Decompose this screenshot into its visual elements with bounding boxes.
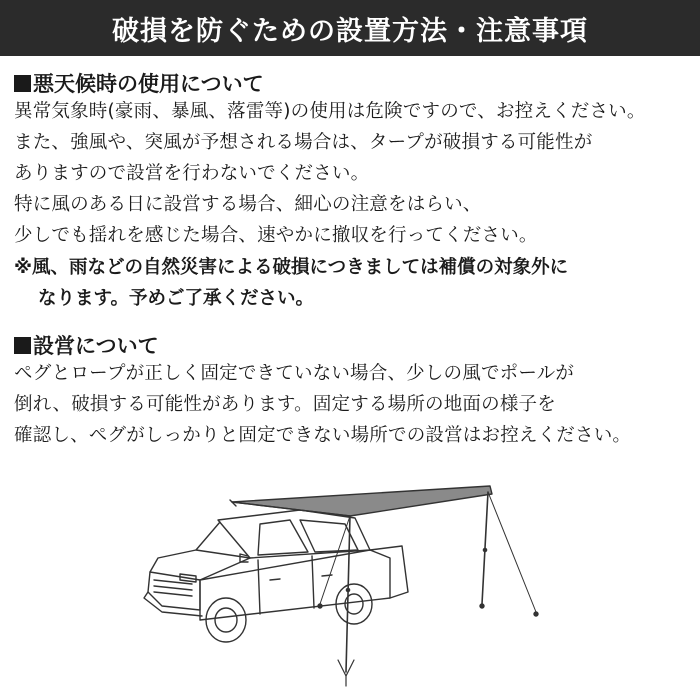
peg-icon (480, 604, 484, 608)
pickup-truck-icon (144, 510, 408, 642)
peg-icon (318, 604, 322, 608)
paragraph-line: ペグとロープが正しく固定できていない場合、少しの風でポールが (14, 363, 575, 384)
compensation-note (14, 252, 694, 314)
weather-section-paragraph (14, 96, 690, 251)
awning-canopy (230, 486, 492, 516)
black-square-icon (14, 75, 31, 92)
paragraph-line: ありますので設営を行わないでください。 (14, 163, 370, 184)
paragraph-line: 特に風のある日に設営する場合、細心の注意をはらい、 (14, 194, 482, 215)
note-line: なります。予めご了承ください。 (38, 288, 315, 309)
paragraph-line: 確認し、ペグがしっかりと固定できない場所での設営はお控えください。 (14, 425, 632, 446)
paragraph-line: また、強風や、突風が予想される場合は、タープが破損する可能性が (14, 132, 593, 153)
header-banner (0, 0, 700, 56)
black-square-icon (14, 337, 31, 354)
paragraph-line: 少しでも揺れを感じた場合、速やかに撤収を行ってください。 (14, 225, 538, 246)
setup-section-paragraph (14, 358, 690, 451)
weather-section-heading (14, 68, 264, 98)
setup-section-heading (14, 330, 159, 360)
car-awning-illustration (140, 480, 560, 695)
weather-section-heading-text: 悪天候時の使用について (33, 72, 264, 96)
peg-icon (534, 612, 538, 616)
note-line: ※風、雨などの自然災害による破損につきましては補償の対象外に (14, 257, 569, 278)
awning-pole (346, 492, 488, 672)
setup-section-heading-text: 設営について (33, 334, 159, 358)
paragraph-line: 倒れ、破損する可能性があります。固定する場所の地面の様子を (14, 394, 556, 415)
paragraph-line: 異常気象時(豪雨、暴風、落雷等)の使用は危険ですので、お控えください。 (14, 101, 646, 122)
page-title: 破損を防ぐための設置方法・注意事項 (112, 15, 588, 47)
